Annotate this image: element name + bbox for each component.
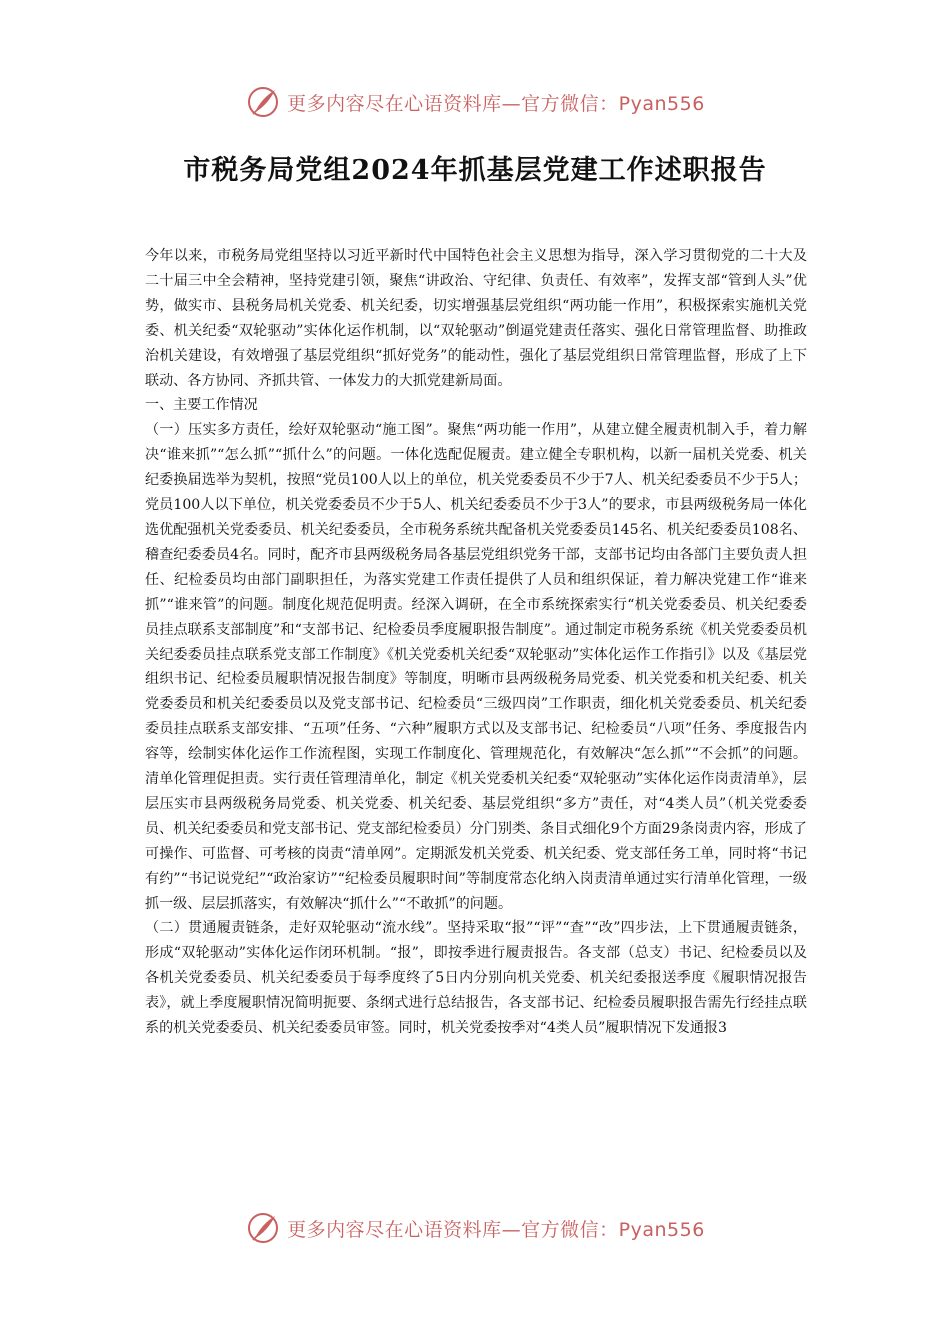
watermark-text: 更多内容尽在心语资料库—官方微信：Pyan556 xyxy=(287,1218,705,1241)
section-two-paragraph: （二）贯通履责链条，走好双轮驱动“流水线”。坚持采取“报”“评”“查”“改”四步法，上下贯通履责链条，形成“双轮驱动”实体化运作闭环机制。“报”，即按季进行履责报告。各支部（总支）书记、纪检委员以及各机关党委委员、机关纪委委员于每季度终了5日内分别向机关党委、机关纪委报送季度《履职情况报告表》，就上季度履职情况简明扼要、条纲式进行总结报告，各支部书记、纪检委员履职报告需先行经挂点联系的机关党委委员、机关纪委委员审签。同时，机关党委按季对“4类人员”履职情况下发通报3 xyxy=(145,920,807,1037)
feather-pen-logo-icon xyxy=(245,1210,281,1246)
watermark-text: 更多内容尽在心语资料库—官方微信：Pyan556 xyxy=(287,92,705,115)
intro-paragraph: 今年以来，市税务局党组坚持以习近平新时代中国特色社会主义思想为指导，深入学习贯彻党的二十大及二十届三中全会精神，坚持党建引领，聚焦“讲政治、守纪律、负责任、有效率”，发挥支部“管到人头”优势，做实市、县税务局机关党委、机关纪委，切实增强基层党组织“两功能一作用”，积极探索实施机关党委、机关纪委“双轮驱动”实体化运作机制，以“双轮驱动”倒逼党建责任落实、强化日常管理监督、助推政治机关建设，有效增强了基层党组织“抓好党务”的能动性，强化了基层党组织日常管理监督，形成了上下联动、各方协同、齐抓共管、一体发力的大抓党建新局面。 xyxy=(145,248,807,389)
document-title: 市税务局党组2024年抓基层党建工作述职报告 xyxy=(183,155,767,186)
feather-pen-logo-icon xyxy=(245,84,281,120)
section-heading: 一、主要工作情况 xyxy=(145,397,258,414)
bottom-watermark-banner xyxy=(0,1208,950,1248)
section-one-paragraph: （一）压实多方责任，绘好双轮驱动“施工图”。聚焦“两功能一作用”，从建立健全履责机制入手，着力解决“谁来抓”“怎么抓”“抓什么”的问题。一体化选配促履责。建立健全专职机构，以新一届机关党委、机关纪委换届选举为契机，按照“党员100人以上的单位，机关党委委员不少于7人、机关纪委委员不少于5人；党员100人以下单位，机关党委委员不少于5人、机关纪委委员不少于3人”的要求，市县两级税务局一体化选优配强机关党委委员、机关纪委委员，全市税务系统共配备机关党委委员145名、机关纪委委员108名、稽查纪委委员4名。同时，配齐市县两级税务局各基层党组织党务干部，支部书记均由各部门主要负责人担任、纪检委员均由部门副职担任，为落实党建工作责任提供了人员和组织保证，着力解决党建工作“谁来抓”“谁来管”的问题。制度化规范促明责。经深入调研，在全市系统探索实行“机关党委委员、机关纪委委员挂点联系支部制度”和“支部书记、纪检委员季度履职报告制度”。通过制定市税务系统《机关党委委员机关纪委委员挂点联系党支部工作制度》《机关党委机关纪委“双轮驱动”实体化运作工作指引》以及《基层党组织书记、纪检委员履职情况报告制度》等制度，明晰市县两级税务局党委、机关党委和机关纪委、机关党委委员和机关纪委委员以及党支部书记、纪检委员“三级四岗”工作职责，细化机关党委委员、机关纪委委员挂点联系支部安排、“五项”任务、“六种”履职方式以及支部书记、纪检委员“八项”任务、季度报告内容等，绘制实体化运作工作流程图，实现工作制度化、管理规范化，有效解决“怎么抓”“不会抓”的问题。清单化管理促担责。实行责任管理清单化，制定《机关党委机关纪委“双轮驱动”实体化运作岗责清单》，层层压实市县两级税务局党委、机关党委、机关纪委、基层党组织“多方”责任，对“4类人员”（机关党委委员、机关纪委委员和党支部书记、党支部纪检委员）分门别类、条目式细化9个方面29条岗责内容，形成了可操作、可监督、可考核的岗责“清单网”。定期派发机关党委、机关纪委、党支部任务工单，同时将“书记有约”“书记说党纪”“政治家访”“纪检委员履职时间”等制度常态化纳入岗责清单通过实行清单化管理，一级抓一级、层层抓落实，有效解决“抓什么”“不敢抓”的问题。 xyxy=(145,422,807,912)
top-watermark-banner xyxy=(0,82,950,122)
document-body xyxy=(145,244,807,1041)
